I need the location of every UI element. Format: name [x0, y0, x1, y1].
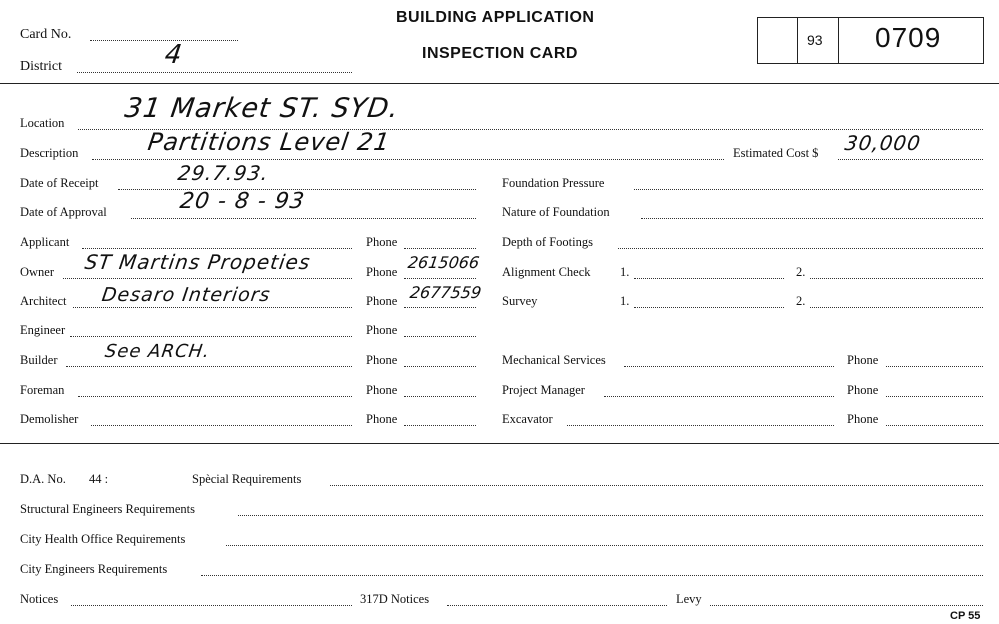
location-value: 31 Market ST. SYD.: [122, 93, 402, 124]
mechanical-services-field[interactable]: [624, 366, 834, 367]
applicant-phone-label: Phone: [366, 235, 398, 249]
alignment-check-label: Alignment Check: [502, 265, 591, 279]
builder-phone-label: Phone: [366, 353, 398, 367]
owner-phone-label: Phone: [366, 265, 398, 279]
da-no-label: D.A. No.: [20, 472, 66, 486]
special-requirements-label: Spècial Requirements: [192, 472, 302, 486]
structural-requirements-field[interactable]: [238, 515, 983, 516]
applicant-label: Applicant: [20, 235, 70, 249]
box-number: 0709: [875, 22, 942, 53]
engineer-label: Engineer: [20, 323, 66, 337]
estimated-cost-field[interactable]: [838, 159, 983, 160]
architect-value: Desaro Interiors: [100, 284, 273, 306]
foreman-label: Foreman: [20, 383, 65, 397]
excavator-phone-field[interactable]: [886, 425, 983, 426]
demolisher-phone-label: Phone: [366, 412, 398, 426]
alignment-check-field-1[interactable]: [634, 278, 784, 279]
demolisher-field[interactable]: [91, 425, 352, 426]
builder-field[interactable]: [66, 366, 352, 367]
mechanical-services-phone-label: Phone: [847, 353, 879, 367]
survey-n2: 2.: [796, 294, 806, 308]
card-number-box: [757, 17, 984, 64]
excavator-label: Excavator: [502, 412, 553, 426]
owner-phone-value: 2615066: [406, 253, 481, 272]
foundation-pressure-field[interactable]: [634, 189, 983, 190]
builder-phone-field[interactable]: [404, 366, 476, 367]
survey-label: Survey: [502, 294, 538, 308]
da-no-value: 44 :: [89, 472, 109, 486]
box-year: 93: [807, 32, 823, 48]
estimated-cost-label: Estimated Cost $: [733, 146, 819, 160]
notices-field[interactable]: [71, 605, 352, 606]
project-manager-field[interactable]: [604, 396, 834, 397]
notices-317d-field[interactable]: [447, 605, 667, 606]
project-manager-label: Project Manager: [502, 383, 585, 397]
engineer-field[interactable]: [70, 336, 352, 337]
owner-field[interactable]: [63, 278, 352, 279]
demolisher-phone-field[interactable]: [404, 425, 476, 426]
owner-value: ST Martins Propeties: [83, 250, 313, 274]
builder-label: Builder: [20, 353, 58, 367]
district-label: District: [20, 59, 62, 74]
description-field[interactable]: [92, 159, 724, 160]
date-approval-field[interactable]: [131, 218, 476, 219]
excavator-phone-label: Phone: [847, 412, 879, 426]
survey-field-1[interactable]: [634, 307, 784, 308]
architect-phone-label: Phone: [366, 294, 398, 308]
special-requirements-field[interactable]: [330, 485, 983, 486]
foreman-phone-label: Phone: [366, 383, 398, 397]
rule-top: [0, 83, 999, 84]
title-line1: BUILDING APPLICATION: [396, 9, 595, 26]
notices-317d-label: 317D Notices: [360, 592, 430, 606]
levy-label: Levy: [676, 592, 702, 606]
owner-phone-field[interactable]: [404, 278, 476, 279]
survey-n1: 1.: [620, 294, 630, 308]
foreman-field[interactable]: [78, 396, 352, 397]
alignment-check-field-2[interactable]: [810, 278, 983, 279]
structural-requirements-label: Structural Engineers Requirements: [20, 502, 195, 516]
architect-field[interactable]: [73, 307, 352, 308]
engineer-phone-label: Phone: [366, 323, 398, 337]
project-manager-phone-field[interactable]: [886, 396, 983, 397]
health-requirements-label: City Health Office Requirements: [20, 532, 186, 546]
date-approval-value: 20 - 8 - 93: [178, 189, 307, 214]
health-requirements-field[interactable]: [226, 545, 983, 546]
architect-phone-value: 2677559: [408, 283, 483, 302]
district-field[interactable]: [77, 72, 352, 73]
nature-foundation-field[interactable]: [641, 218, 983, 219]
form-code: CP 55: [950, 610, 981, 622]
description-value: Partitions Level 21: [146, 128, 393, 156]
alignment-check-n1: 1.: [620, 265, 630, 279]
date-receipt-label: Date of Receipt: [20, 176, 99, 190]
card-no-field[interactable]: [90, 40, 238, 41]
estimated-cost-value: 30,000: [843, 131, 923, 155]
box-divider-1: [797, 17, 798, 64]
owner-label: Owner: [20, 265, 55, 279]
excavator-field[interactable]: [567, 425, 834, 426]
applicant-field[interactable]: [82, 248, 352, 249]
levy-field[interactable]: [710, 605, 983, 606]
box-divider-2: [838, 17, 839, 64]
city-engineers-requirements-label: City Engineers Requirements: [20, 562, 168, 576]
foreman-phone-field[interactable]: [404, 396, 476, 397]
applicant-phone-field[interactable]: [404, 248, 476, 249]
rule-middle: [0, 443, 999, 444]
mechanical-services-phone-field[interactable]: [886, 366, 983, 367]
city-engineers-requirements-field[interactable]: [201, 575, 983, 576]
nature-foundation-label: Nature of Foundation: [502, 205, 610, 219]
architect-label: Architect: [20, 294, 67, 308]
mechanical-services-label: Mechanical Services: [502, 353, 606, 367]
notices-label: Notices: [20, 592, 59, 606]
location-label: Location: [20, 116, 65, 130]
date-receipt-value: 29.7.93.: [176, 161, 271, 185]
foundation-pressure-label: Foundation Pressure: [502, 176, 605, 190]
builder-value: See ARCH.: [103, 341, 212, 362]
description-label: Description: [20, 146, 79, 160]
survey-field-2[interactable]: [810, 307, 983, 308]
district-value: 4: [162, 40, 185, 70]
date-approval-label: Date of Approval: [20, 205, 107, 219]
demolisher-label: Demolisher: [20, 412, 79, 426]
project-manager-phone-label: Phone: [847, 383, 879, 397]
architect-phone-field[interactable]: [404, 307, 476, 308]
depth-footings-label: Depth of Footings: [502, 235, 593, 249]
alignment-check-n2: 2.: [796, 265, 806, 279]
engineer-phone-field[interactable]: [404, 336, 476, 337]
title-line2: INSPECTION CARD: [422, 45, 578, 62]
depth-footings-field[interactable]: [618, 248, 983, 249]
card-no-label: Card No.: [20, 27, 72, 42]
